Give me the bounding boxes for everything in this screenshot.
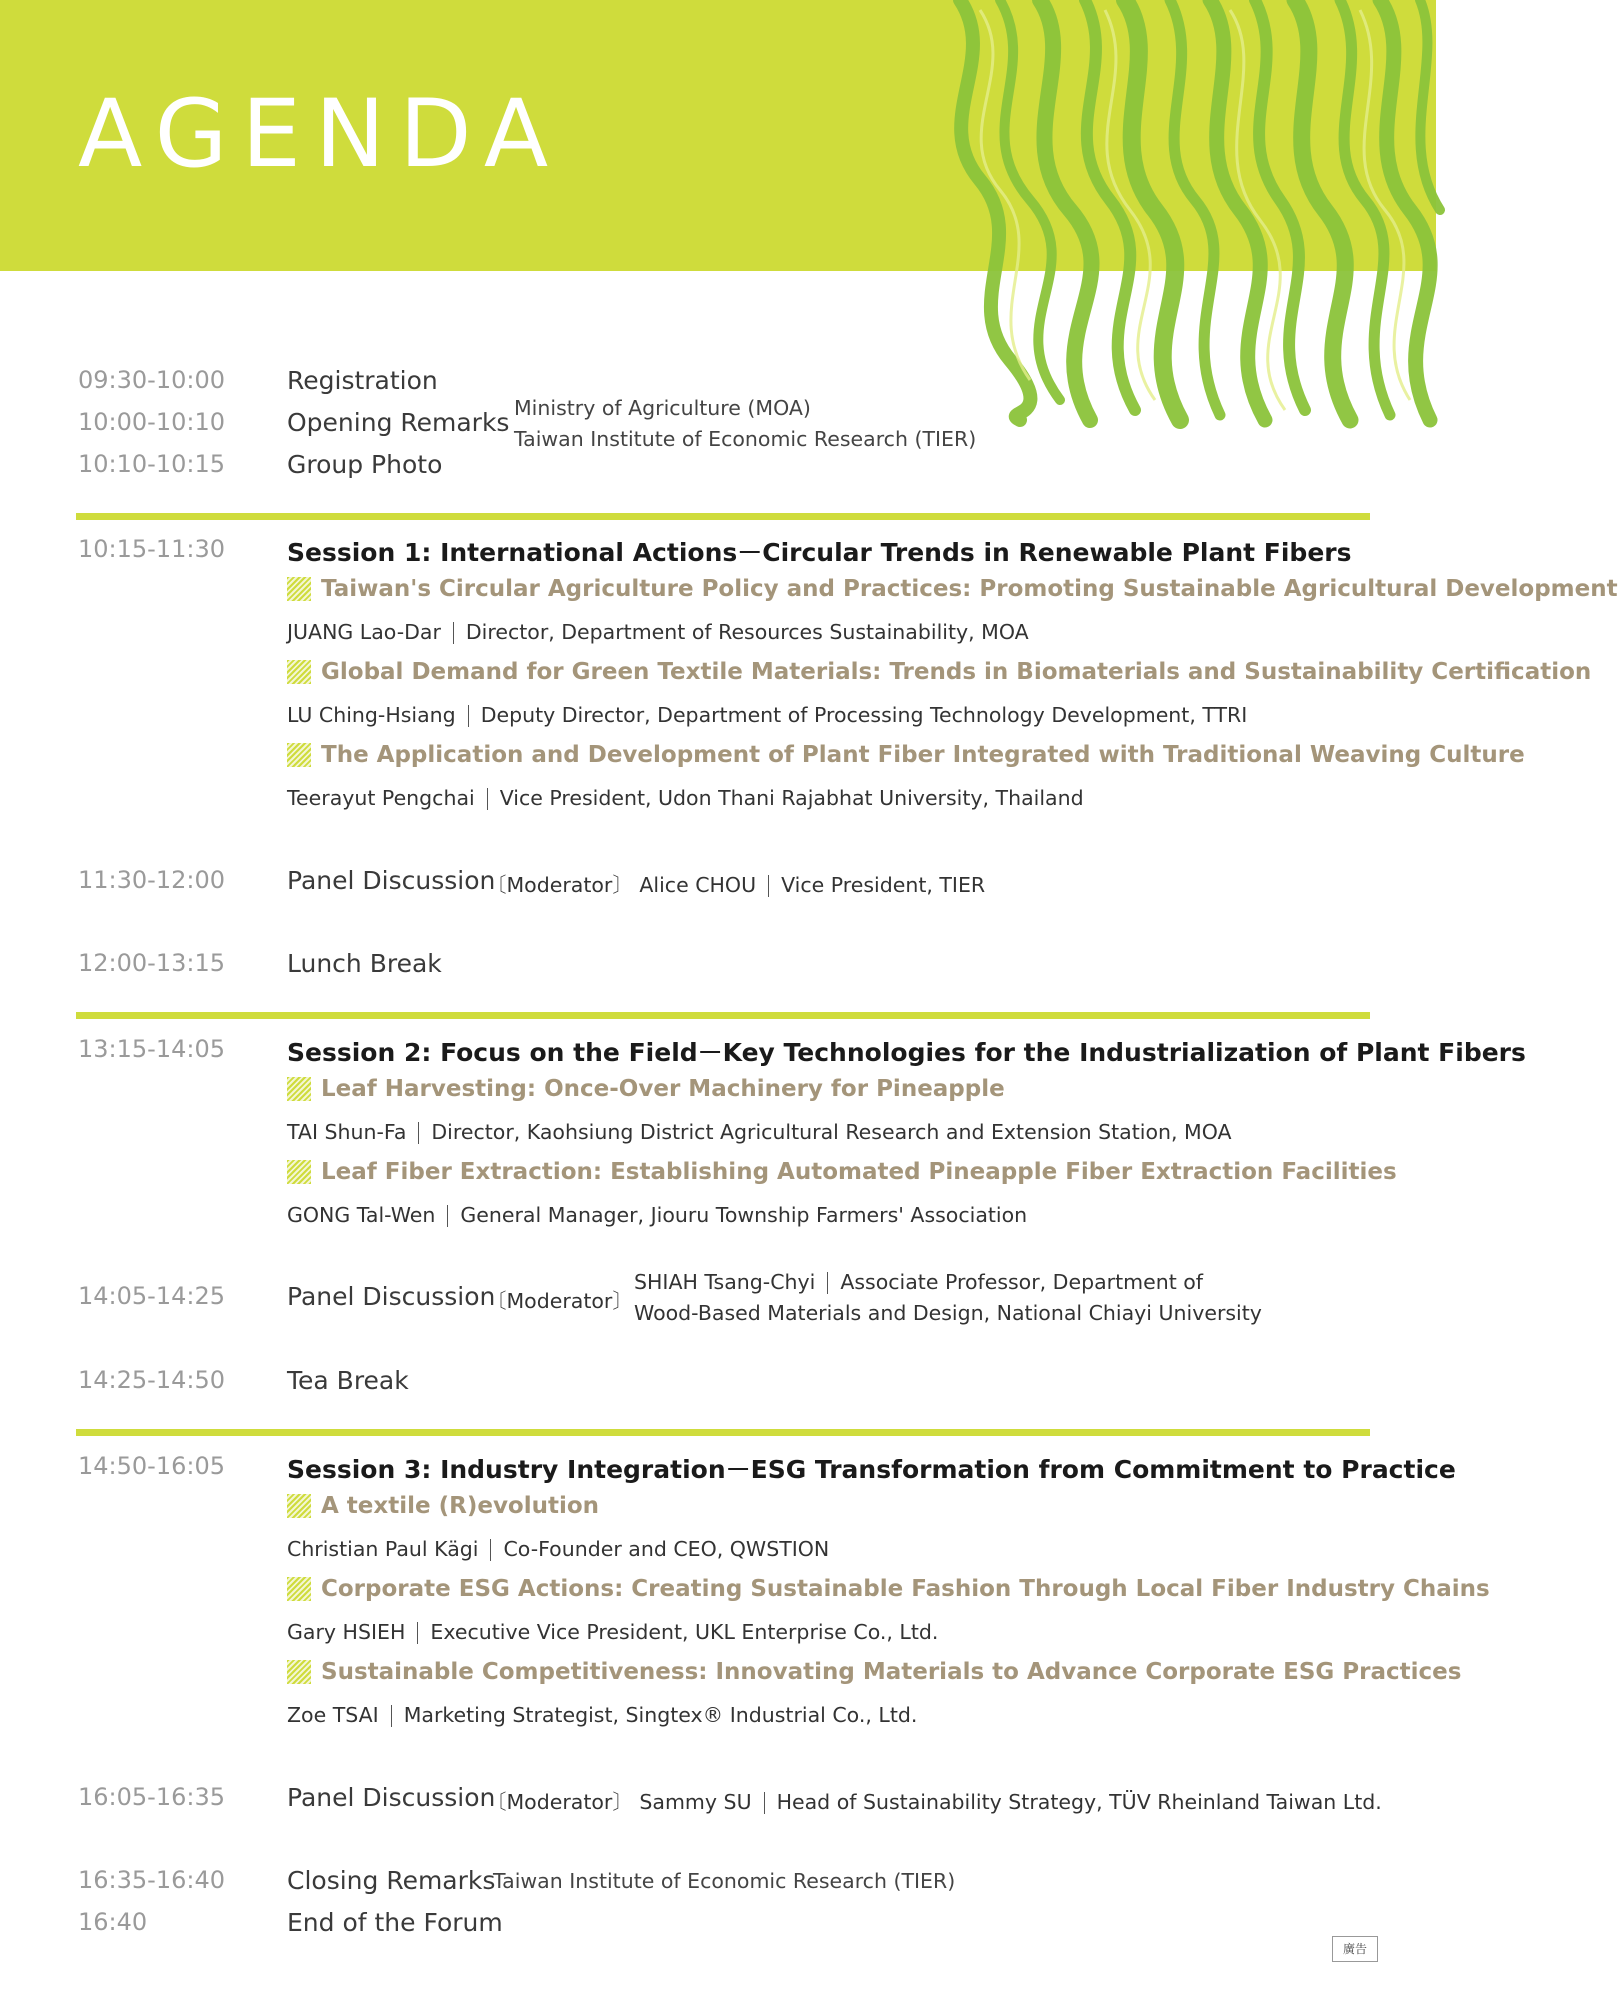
session3-time: 14:50-16:05 <box>78 1452 225 1480</box>
opening-time: 10:00-10:10 <box>78 408 225 436</box>
separator-session2 <box>76 1012 1370 1019</box>
panel2-time: 14:05-14:25 <box>78 1282 225 1310</box>
speaker-name: JUANG Lao-Dar <box>287 620 441 644</box>
panel1-time: 11:30-12:00 <box>78 866 225 894</box>
bullet-icon <box>287 1577 311 1601</box>
bullet-icon <box>287 660 311 684</box>
talk-title: Leaf Harvesting: Once-Over Machinery for Pineapple <box>321 1076 1005 1102</box>
talk-item <box>287 659 1591 685</box>
speaker-role: Executive Vice President, UKL Enterprise Co., Ltd. <box>430 1620 939 1644</box>
talk-item <box>287 1659 1461 1685</box>
tea-time: 14:25-14:50 <box>78 1366 225 1394</box>
moderator-role: Head of Sustainability Strategy, TÜV Rheinland Taiwan Ltd. <box>776 1790 1382 1814</box>
closing-time: 16:35-16:40 <box>78 1866 225 1894</box>
session2-title: Session 2: Focus on the Field－Key Technologies for the Industrialization of Plant Fibers <box>287 1038 1526 1067</box>
speaker-name: LU Ching-Hsiang <box>287 703 456 727</box>
registration-label: Registration <box>287 366 438 395</box>
host-moa: Ministry of Agriculture (MOA) <box>514 396 811 420</box>
speaker-name: Zoe TSAI <box>287 1703 379 1727</box>
speaker-role: Vice President, Udon Thani Rajabhat University, Thailand <box>499 786 1084 810</box>
session1-time: 10:15-11:30 <box>78 535 225 563</box>
speaker-role: Director, Department of Resources Sustainability, MOA <box>465 620 1029 644</box>
bullet-icon <box>287 1494 311 1518</box>
talk-item <box>287 1076 1005 1102</box>
talk-title: Global Demand for Green Textile Materials: Trends in Biomaterials and Sustainability Certification <box>321 659 1592 685</box>
panel1-label: Panel Discussion <box>287 866 496 895</box>
end-label: End of the Forum <box>287 1908 503 1937</box>
moderator-tag: 〔Moderator〕 <box>486 1790 633 1814</box>
speaker-line <box>287 1537 829 1561</box>
speaker-name: Gary HSIEH <box>287 1620 406 1644</box>
talk-title: A textile (R)evolution <box>321 1493 600 1519</box>
separator-session3 <box>76 1429 1370 1436</box>
session3-title: Session 3: Industry Integration－ESG Transformation from Commitment to Practice <box>287 1455 1456 1484</box>
talk-item <box>287 576 1618 602</box>
bullet-icon <box>287 1660 311 1684</box>
lunch-label: Lunch Break <box>287 949 442 978</box>
lunch-time: 12:00-13:15 <box>78 949 225 977</box>
speaker-name: GONG Tal-Wen <box>287 1203 436 1227</box>
panel2-moderator-line1 <box>634 1270 1203 1294</box>
speaker-line <box>287 1203 1027 1227</box>
moderator-role: Associate Professor, Department of <box>840 1270 1204 1294</box>
talk-title: Taiwan's Circular Agriculture Policy and Practices: Promoting Sustainable Agricultural Development <box>321 576 1618 602</box>
page-title: AGENDA <box>78 80 563 189</box>
session2-time: 13:15-14:05 <box>78 1035 225 1063</box>
registration-time: 09:30-10:00 <box>78 366 225 394</box>
bullet-icon <box>287 577 311 601</box>
speaker-role: Marketing Strategist, Singtex® Industrial Co., Ltd. <box>403 1703 918 1727</box>
moderator-name: Sammy SU <box>639 1790 752 1814</box>
end-time: 16:40 <box>78 1908 148 1936</box>
closing-host: Taiwan Institute of Economic Research (TIER) <box>493 1869 956 1893</box>
moderator-name: SHIAH Tsang-Chyi <box>634 1270 816 1294</box>
talk-title: The Application and Development of Plant Fiber Integrated with Traditional Weaving Culture <box>321 742 1525 768</box>
separator-session1 <box>76 513 1370 520</box>
speaker-line <box>287 1120 1232 1144</box>
closing-label: Closing Remarks <box>287 1866 496 1895</box>
speaker-name: TAI Shun-Fa <box>287 1120 407 1144</box>
moderator-tag: 〔Moderator〕 <box>486 873 633 897</box>
panel2-moderator-line2: Wood-Based Materials and Design, National Chiayi University <box>634 1301 1262 1325</box>
speaker-role: Co-Founder and CEO, QWSTION <box>503 1537 830 1561</box>
speaker-line <box>287 1703 917 1727</box>
moderator-name: Alice CHOU <box>639 873 757 897</box>
talk-item <box>287 1576 1490 1602</box>
ad-badge: 廣告 <box>1332 1936 1378 1962</box>
speaker-line <box>287 620 1029 644</box>
speaker-line <box>287 786 1084 810</box>
talk-title: Corporate ESG Actions: Creating Sustainable Fashion Through Local Fiber Industry Chains <box>321 1576 1490 1602</box>
opening-label: Opening Remarks <box>287 408 510 437</box>
bullet-icon <box>287 1160 311 1184</box>
panel3-time: 16:05-16:35 <box>78 1783 225 1811</box>
talk-title: Sustainable Competitiveness: Innovating Materials to Advance Corporate ESG Practices <box>321 1659 1462 1685</box>
session1-title: Session 1: International Actions－Circular Trends in Renewable Plant Fibers <box>287 538 1352 567</box>
speaker-role: Deputy Director, Department of Processing Technology Development, TTRI <box>480 703 1248 727</box>
talk-title: Leaf Fiber Extraction: Establishing Automated Pineapple Fiber Extraction Facilities <box>321 1159 1397 1185</box>
speaker-name: Teerayut Pengchai <box>287 786 475 810</box>
fiber-decoration <box>940 0 1436 420</box>
panel1-moderator <box>486 868 985 898</box>
panel2-label: Panel Discussion <box>287 1282 496 1311</box>
speaker-role: General Manager, Jiouru Township Farmers' Association <box>460 1203 1028 1227</box>
bullet-icon <box>287 743 311 767</box>
speaker-line <box>287 1620 938 1644</box>
host-tier: Taiwan Institute of Economic Research (TIER) <box>514 427 977 451</box>
speaker-line <box>287 703 1247 727</box>
panel3-moderator <box>486 1785 1382 1815</box>
talk-item <box>287 1493 599 1519</box>
talk-item <box>287 742 1525 768</box>
panel3-label: Panel Discussion <box>287 1783 496 1812</box>
photo-label: Group Photo <box>287 450 443 479</box>
moderator-role: Vice President, TIER <box>781 873 986 897</box>
speaker-name: Christian Paul Kägi <box>287 1537 479 1561</box>
speaker-role: Director, Kaohsiung District Agricultural Research and Extension Station, MOA <box>431 1120 1232 1144</box>
photo-time: 10:10-10:15 <box>78 450 225 478</box>
panel2-moderator-tag: 〔Moderator〕 <box>486 1289 633 1313</box>
bullet-icon <box>287 1077 311 1101</box>
talk-item <box>287 1159 1397 1185</box>
tea-label: Tea Break <box>287 1366 409 1395</box>
